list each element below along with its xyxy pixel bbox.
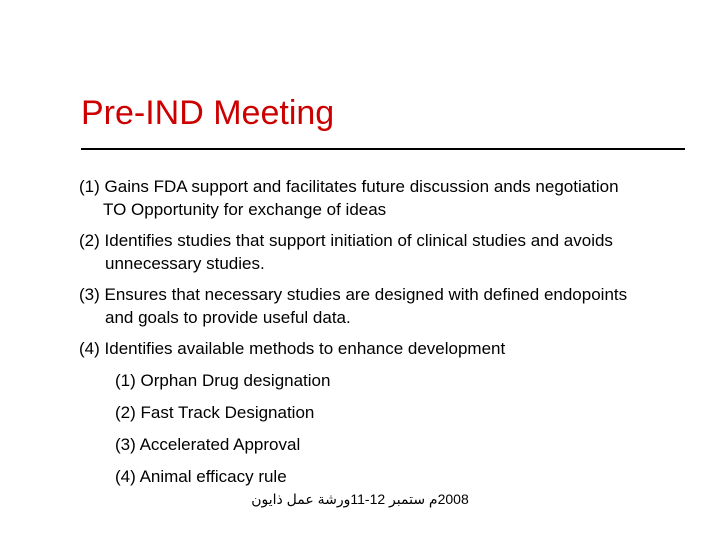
- subpoint-number: (2): [115, 403, 136, 422]
- title-divider: [81, 148, 685, 150]
- point-text: Identifies available methods to enhance development: [104, 339, 506, 358]
- subpoint-number: (3): [115, 435, 136, 454]
- point-3: [79, 283, 627, 329]
- subpoint-number: (1): [115, 371, 136, 390]
- point-text-continued: and goals to provide useful data.: [105, 308, 351, 327]
- subpoint-2: [115, 401, 314, 424]
- point-2: [79, 229, 613, 275]
- point-number: (2): [79, 231, 100, 250]
- point-number: (1): [79, 177, 100, 196]
- subpoint-text: Animal efficacy rule: [139, 467, 287, 486]
- point-number: (4): [79, 339, 100, 358]
- slide-footer: 2008م ستمبر 12-11ورشة عمل ذايون: [251, 491, 469, 507]
- subpoint-3: [115, 433, 300, 456]
- subpoint-text: Orphan Drug designation: [140, 371, 331, 390]
- point-1: [79, 175, 619, 221]
- subpoint-number: (4): [115, 467, 136, 486]
- subpoint-1: [115, 369, 330, 392]
- subpoint-text: Accelerated Approval: [139, 435, 301, 454]
- slide-title: Pre-IND Meeting: [81, 94, 335, 132]
- point-text-continued: unnecessary studies.: [105, 254, 265, 273]
- point-number: (3): [79, 285, 100, 304]
- point-text: Identifies studies that support initiation of clinical studies and avoids: [104, 231, 613, 250]
- subpoint-text: Fast Track Designation: [140, 403, 315, 422]
- point-4: [79, 337, 505, 360]
- point-text: Ensures that necessary studies are designed with defined endopoints: [104, 285, 628, 304]
- point-text: Gains FDA support and facilitates future discussion ands negotiation: [104, 177, 619, 196]
- point-text-continued: TO Opportunity for exchange of ideas: [103, 200, 387, 219]
- subpoint-4: [115, 465, 287, 488]
